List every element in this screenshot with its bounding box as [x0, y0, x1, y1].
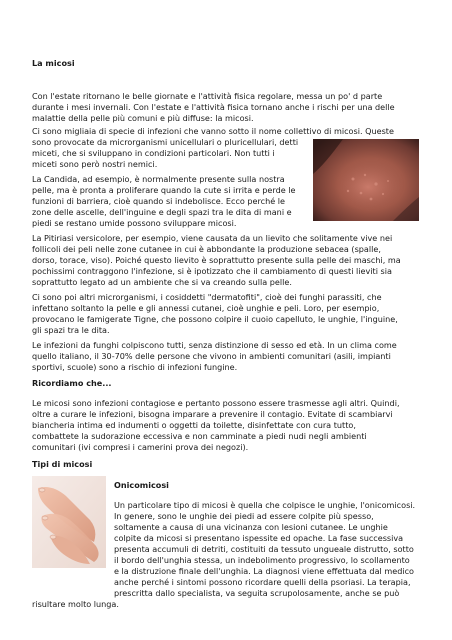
p4-line: dorso, torace, viso). Poiché questo lievito è soprattutto presente sulla pelle dei maschi, ma	[32, 255, 401, 265]
p8-line: e la distruzione finale dell'unghia. La diagnosi viene effettuata dal medico	[114, 566, 415, 576]
p7-line: comunitari (ivi compresi i camerini prova dei negozi).	[32, 442, 249, 452]
heading-ricordiamo: Ricordiamo che...	[32, 378, 112, 388]
p4-line: follicoli dei peli nelle zone cutanee in cui è abbondante la produzione sebacea (spalle,	[32, 244, 381, 254]
p5-line: gli spazi tra le dita.	[32, 325, 110, 335]
p2-line: miceti sono però nostri nemici.	[32, 159, 158, 169]
p7-line: Le micosi sono infezioni contagiose e pertanto possono essere trasmesse agli altri. Quindi,	[32, 398, 400, 408]
p8-line: anche perché i sintomi possono ricordare quelli della psoriasi. La terapia,	[114, 577, 411, 587]
p8-line: colpite da micosi si presentano ispessite ed opache. La fase successiva	[114, 533, 404, 543]
p6-line: Le infezioni da funghi colpiscono tutti, senza distinzione di sesso ed età. In un clima come	[32, 340, 397, 350]
p2-line: miceti, che si sviluppano in condizioni particolari. Non tutti i	[32, 148, 275, 158]
p3-line: zone delle ascelle, dell'inguine e degli spazi tra le dita di mani e	[32, 207, 292, 217]
p7-line: biancheria intima ed indumenti o oggetti da toilette, disinfettate con cura tutto,	[32, 420, 356, 430]
p4-line: La Pitiriasi versicolore, per esempio, viene causata da un lievito che solitamente vive nei	[32, 233, 393, 243]
p8-line: prescritta dallo specialista, va seguita scrupolosamente, anche se può	[114, 588, 400, 598]
p6-line: quello italiano, il 30-70% delle persone che vivono in ambienti comunitari (asili, impianti	[32, 351, 391, 361]
p1-line: malattie della pelle più comuni e più diffuse: la micosi.	[32, 113, 254, 123]
p2-line: Ci sono migliaia di specie di infezioni che vanno sotto il nome collettivo di micosi. Queste	[32, 126, 394, 136]
p7-line: oltre a curare le infezioni, bisogna imparare a prevenire il contagio. Evitate di scambiarvi	[32, 409, 393, 419]
p8-line: soltamente a causa di una vicinanza con lesioni cutanee. Le unghie	[114, 522, 388, 532]
p8-line: risultare molto lunga.	[32, 599, 119, 609]
hands-nails-photo	[32, 476, 106, 568]
p8-line: il bordo dell'unghia stessa, un indebolimento progressivo, lo scollamento	[114, 555, 410, 565]
heading-onicomicosi: Onicomicosi	[114, 480, 169, 490]
p6-line: sportivi, scuole) sono a rischio di infezioni fungine.	[32, 362, 238, 372]
p3-line: piedi se restano umide possono sviluppare micosi.	[32, 218, 237, 228]
p4-line: soprattutto legato ad un ambiente che si va creando sulla pelle.	[32, 277, 292, 287]
p5-line: Ci sono poi altri microrganismi, i cosiddetti "dermatofiti", cioè dei funghi parassiti, che	[32, 292, 382, 302]
p5-line: infettano soltanto la pelle e gli annessi cutanei, cioè unghie e peli. Loro, per esempio,	[32, 303, 380, 313]
heading-tipi-di-micosi: Tipi di micosi	[32, 459, 93, 469]
p8-line: presenta accumuli di detriti, costituiti da tessuto ungueale distrutto, sotto	[114, 544, 414, 554]
skin-rash-photo	[313, 139, 419, 221]
heading-la-micosi: La micosi	[32, 58, 75, 68]
p1-line: Con l'estate ritornano le belle giornate e l'attività fisica regolare, messa un po' d parte	[32, 91, 383, 101]
p8-line: Un particolare tipo di micosi è quella che colpisce le unghie, l'onicomicosi.	[114, 500, 416, 510]
p5-line: provocano le famigerate Tigne, che possono colpire il cuoio capelluto, le unghie, l'inguine,	[32, 314, 398, 324]
p3-line: pelle, ma è pronta a proliferare quando la cute si irrita e perde le	[32, 185, 296, 195]
p3-line: funzioni di barriera, cioè quando si indebolisce. Ecco perché le	[32, 196, 286, 206]
p4-line: pochissimi contraggono l'infezione, si è ipotizzato che il cambiamento di questi lieviti sia	[32, 266, 392, 276]
p7-line: combattete la sudorazione eccessiva e non camminate a piedi nudi negli ambienti	[32, 431, 367, 441]
p3-line: La Candida, ad esempio, è normalmente presente sulla nostra	[32, 174, 285, 184]
p1-line: durante i mesi invernali. Con l'estate e l'attività fisica tornano anche i rischi per una delle	[32, 102, 395, 112]
p2-line: sono provocate da microrganismi unicellulari o pluricellulari, detti	[32, 137, 299, 147]
p8-line: In genere, sono le unghie dei piedi ad essere colpite più spesso,	[114, 511, 374, 521]
